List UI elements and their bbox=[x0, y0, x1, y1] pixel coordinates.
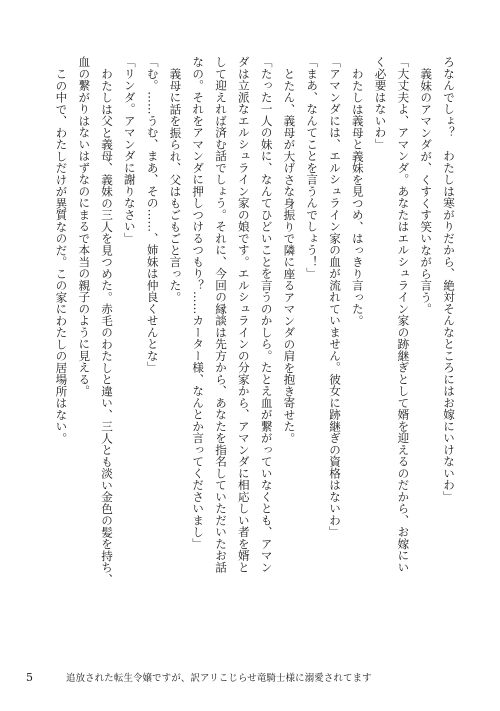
text-line: 血の繋がりはないはずなのにまるで本当の親子のように見える。 bbox=[77, 56, 92, 397]
text-line: 「アマンダには、エルシュライン家の血が流れていません。彼女に跡継ぎの資格はないわ」 bbox=[328, 56, 343, 538]
page-footer bbox=[26, 670, 372, 688]
text-line: して迎えれば済む話でしょう。それに、今回の縁談は先方から、あなたを指名していただいたお話 bbox=[214, 56, 229, 573]
text-line: 「リンダ。アマンダに謝りなさい」 bbox=[122, 56, 137, 244]
text-line: 「まあ、なんてことを言うんでしょう！」 bbox=[305, 56, 320, 280]
text-line: わたしは父と義母、義妹の三人を見つめた。赤毛のわたしと違い、三人とも淡い金色の髪を持ち、 bbox=[100, 67, 115, 585]
page-number: 5 bbox=[26, 671, 33, 684]
text-line: とたん、義母が大げさな身振りで隣に座るアマンダの肩を抱き寄せた。 bbox=[282, 67, 297, 444]
text-line: 「む。……うむ、まあ、その……、姉妹は仲良くせんとな」 bbox=[145, 56, 160, 374]
text-line: ろなんでしょ？ わたしは寒がりだから、絶対そんなところにはお嫁にいけないわ」 bbox=[442, 56, 456, 503]
text-line: 義妹のアマンダが、くすくす笑いながら言う。 bbox=[419, 67, 434, 315]
text-line: 「たった一人の妹に、なんてひどいことを言うのかしら。たとえ血が繋がっていなくとも、アマン bbox=[259, 56, 274, 573]
text-line: なの。それをアマンダに押しつけるつもり？……カーター様、なんとか言ってくださいまし」 bbox=[191, 56, 206, 550]
text-line: 「大丈夫よ、アマンダ。あなたはエルシュライン家の跡継ぎとして婿を迎えるのだから、お嫁にい bbox=[396, 56, 411, 573]
text-line: 義母に話を振られ、父はもごもごと言った。 bbox=[168, 67, 183, 303]
running-title: 追放された転生令嬢ですが、訳アリこじらせ竜騎士様に溺愛されてます bbox=[66, 673, 372, 684]
text-line: く必要はないわ」 bbox=[373, 56, 388, 150]
text-line: この中で、わたしだけが異質なのだ。この家にわたしの居場所はない。 bbox=[54, 67, 69, 444]
text-line: わたしは義母と義妹を見つめ、はっきり言った。 bbox=[350, 67, 365, 327]
text-line: ダは立派なエルシュライン家の娘です。エルシュラインの分家から、アマンダに相応しい者を婿と bbox=[236, 56, 251, 573]
body-text bbox=[40, 56, 460, 634]
